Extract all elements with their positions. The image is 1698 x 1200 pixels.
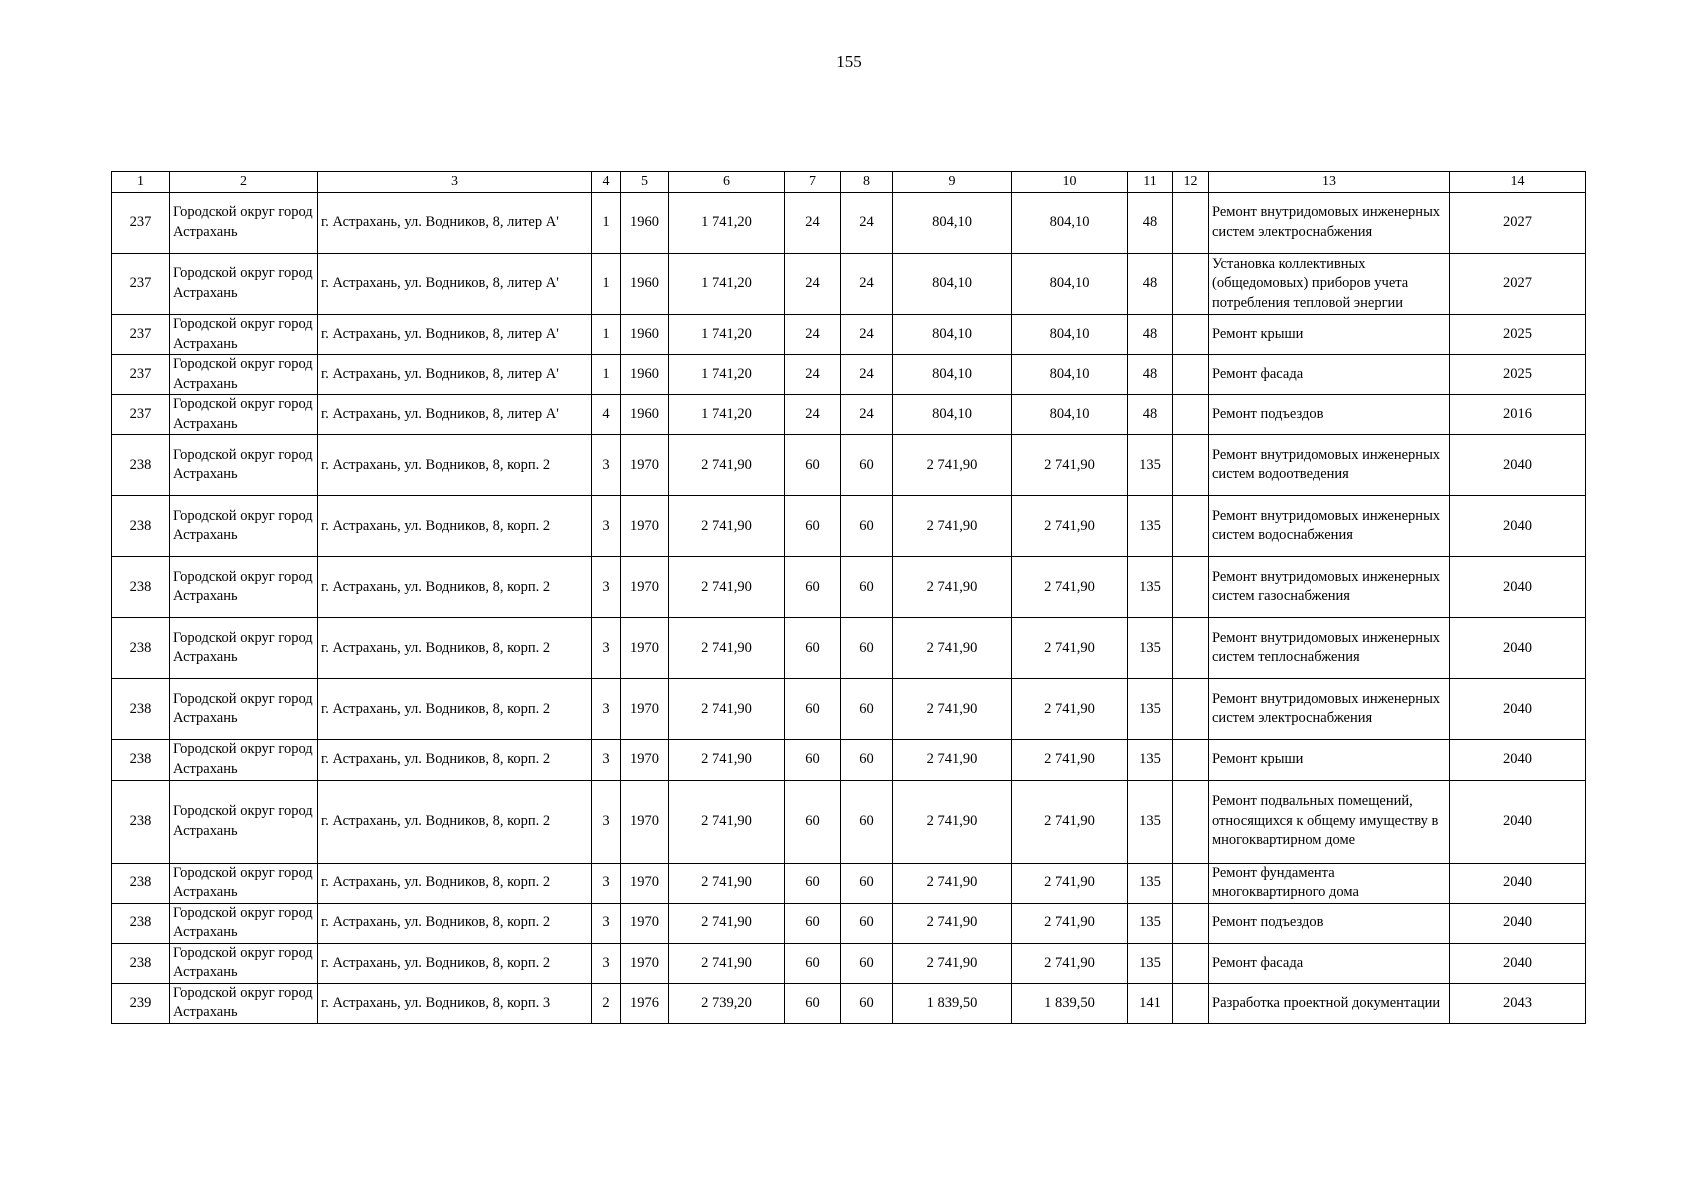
column-header: 2 [170,172,318,193]
plan-year-cell: 2043 [1450,983,1586,1023]
total-area-cell: 2 741,90 [669,435,785,496]
municipality-cell: Городской округ город Астрахань [170,557,318,618]
row-number-cell: 238 [112,863,170,903]
col9-cell: 2 741,90 [893,943,1012,983]
col11-cell: 141 [1128,983,1173,1023]
col7-cell: 24 [785,315,841,355]
col7-cell: 60 [785,943,841,983]
col9-cell: 2 741,90 [893,496,1012,557]
col11-cell: 48 [1128,395,1173,435]
work-type-cell: Ремонт крыши [1209,315,1450,355]
col9-cell: 2 741,90 [893,863,1012,903]
col10-cell: 2 741,90 [1012,740,1128,780]
col9-cell: 2 741,90 [893,740,1012,780]
col11-cell: 135 [1128,943,1173,983]
plan-year-cell: 2040 [1450,903,1586,943]
plan-year-cell: 2040 [1450,679,1586,740]
row-number-cell: 239 [112,983,170,1023]
total-area-cell: 2 739,20 [669,983,785,1023]
col8-cell: 60 [841,983,893,1023]
col9-cell: 804,10 [893,355,1012,395]
col12-cell [1173,557,1209,618]
total-area-cell: 2 741,90 [669,496,785,557]
col8-cell: 60 [841,557,893,618]
column-header: 11 [1128,172,1173,193]
address-cell: г. Астрахань, ул. Водников, 8, корп. 2 [318,618,592,679]
plan-year-cell: 2040 [1450,943,1586,983]
table-row [112,254,1586,315]
col10-cell: 2 741,90 [1012,435,1128,496]
col12-cell [1173,395,1209,435]
address-cell: г. Астрахань, ул. Водников, 8, литер А' [318,254,592,315]
work-type-cell: Ремонт внутридомовых инженерных систем электроснабжения [1209,679,1450,740]
col11-cell: 135 [1128,863,1173,903]
col9-cell: 2 741,90 [893,618,1012,679]
total-area-cell: 1 741,20 [669,315,785,355]
col8-cell: 24 [841,355,893,395]
total-area-cell: 2 741,90 [669,943,785,983]
year-built-cell: 1970 [621,435,669,496]
floors-cell: 3 [592,863,621,903]
table-row [112,679,1586,740]
plan-year-cell: 2040 [1450,557,1586,618]
year-built-cell: 1970 [621,903,669,943]
plan-year-cell: 2016 [1450,395,1586,435]
total-area-cell: 2 741,90 [669,863,785,903]
column-header: 4 [592,172,621,193]
municipality-cell: Городской округ город Астрахань [170,395,318,435]
plan-year-cell: 2025 [1450,315,1586,355]
address-cell: г. Астрахань, ул. Водников, 8, корп. 2 [318,903,592,943]
col10-cell: 804,10 [1012,254,1128,315]
municipality-cell: Городской округ город Астрахань [170,740,318,780]
column-header: 6 [669,172,785,193]
col7-cell: 60 [785,496,841,557]
col8-cell: 24 [841,254,893,315]
col10-cell: 1 839,50 [1012,983,1128,1023]
address-cell: г. Астрахань, ул. Водников, 8, корп. 2 [318,943,592,983]
row-number-cell: 238 [112,496,170,557]
table-row [112,618,1586,679]
municipality-cell: Городской округ город Астрахань [170,193,318,254]
col9-cell: 804,10 [893,254,1012,315]
address-cell: г. Астрахань, ул. Водников, 8, литер А' [318,193,592,254]
col10-cell: 2 741,90 [1012,780,1128,863]
col8-cell: 24 [841,193,893,254]
col8-cell: 60 [841,863,893,903]
floors-cell: 3 [592,679,621,740]
col7-cell: 24 [785,355,841,395]
municipality-cell: Городской округ город Астрахань [170,355,318,395]
col12-cell [1173,435,1209,496]
page-number: 155 [836,52,862,71]
total-area-cell: 1 741,20 [669,395,785,435]
col8-cell: 60 [841,618,893,679]
municipality-cell: Городской округ город Астрахань [170,315,318,355]
col11-cell: 135 [1128,557,1173,618]
table-row [112,943,1586,983]
table-row [112,780,1586,863]
work-type-cell: Ремонт внутридомовых инженерных систем теплоснабжения [1209,618,1450,679]
col8-cell: 60 [841,496,893,557]
municipality-cell: Городской округ город Астрахань [170,435,318,496]
floors-cell: 3 [592,740,621,780]
total-area-cell: 2 741,90 [669,780,785,863]
column-header: 10 [1012,172,1128,193]
column-header: 13 [1209,172,1450,193]
col8-cell: 60 [841,943,893,983]
address-cell: г. Астрахань, ул. Водников, 8, литер А' [318,355,592,395]
year-built-cell: 1960 [621,193,669,254]
table-row [112,496,1586,557]
plan-year-cell: 2040 [1450,435,1586,496]
col10-cell: 2 741,90 [1012,679,1128,740]
year-built-cell: 1976 [621,983,669,1023]
year-built-cell: 1970 [621,780,669,863]
col7-cell: 24 [785,254,841,315]
table-row [112,355,1586,395]
col12-cell [1173,193,1209,254]
row-number-cell: 237 [112,193,170,254]
col12-cell [1173,780,1209,863]
floors-cell: 3 [592,780,621,863]
municipality-cell: Городской округ город Астрахань [170,496,318,557]
column-header: 1 [112,172,170,193]
address-cell: г. Астрахань, ул. Водников, 8, корп. 3 [318,983,592,1023]
column-header: 8 [841,172,893,193]
col8-cell: 24 [841,395,893,435]
col7-cell: 60 [785,618,841,679]
row-number-cell: 237 [112,355,170,395]
row-number-cell: 238 [112,903,170,943]
col12-cell [1173,355,1209,395]
col8-cell: 60 [841,780,893,863]
total-area-cell: 1 741,20 [669,254,785,315]
floors-cell: 3 [592,618,621,679]
col11-cell: 48 [1128,315,1173,355]
floors-cell: 1 [592,254,621,315]
municipality-cell: Городской округ город Астрахань [170,618,318,679]
plan-year-cell: 2040 [1450,863,1586,903]
total-area-cell: 2 741,90 [669,740,785,780]
column-header: 14 [1450,172,1586,193]
column-header: 5 [621,172,669,193]
floors-cell: 1 [592,355,621,395]
col10-cell: 804,10 [1012,395,1128,435]
col7-cell: 60 [785,863,841,903]
year-built-cell: 1970 [621,679,669,740]
floors-cell: 3 [592,496,621,557]
work-type-cell: Ремонт внутридомовых инженерных систем газоснабжения [1209,557,1450,618]
total-area-cell: 2 741,90 [669,903,785,943]
row-number-cell: 238 [112,943,170,983]
work-type-cell: Ремонт подъездов [1209,395,1450,435]
col10-cell: 2 741,90 [1012,496,1128,557]
plan-year-cell: 2040 [1450,740,1586,780]
col8-cell: 60 [841,903,893,943]
year-built-cell: 1970 [621,618,669,679]
total-area-cell: 1 741,20 [669,355,785,395]
col11-cell: 48 [1128,355,1173,395]
col12-cell [1173,679,1209,740]
col7-cell: 24 [785,193,841,254]
col10-cell: 2 741,90 [1012,943,1128,983]
plan-year-cell: 2040 [1450,780,1586,863]
col7-cell: 60 [785,557,841,618]
floors-cell: 3 [592,943,621,983]
municipality-cell: Городской округ город Астрахань [170,679,318,740]
row-number-cell: 237 [112,315,170,355]
column-header: 9 [893,172,1012,193]
col7-cell: 60 [785,435,841,496]
col7-cell: 60 [785,740,841,780]
year-built-cell: 1970 [621,943,669,983]
col12-cell [1173,315,1209,355]
floors-cell: 4 [592,395,621,435]
work-type-cell: Ремонт внутридомовых инженерных систем водоснабжения [1209,496,1450,557]
address-cell: г. Астрахань, ул. Водников, 8, корп. 2 [318,863,592,903]
col8-cell: 60 [841,435,893,496]
address-cell: г. Астрахань, ул. Водников, 8, литер А' [318,395,592,435]
plan-year-cell: 2040 [1450,496,1586,557]
address-cell: г. Астрахань, ул. Водников, 8, корп. 2 [318,679,592,740]
row-number-cell: 237 [112,254,170,315]
col12-cell [1173,903,1209,943]
year-built-cell: 1970 [621,496,669,557]
col9-cell: 2 741,90 [893,780,1012,863]
col10-cell: 804,10 [1012,193,1128,254]
table-body [112,193,1586,1024]
col12-cell [1173,254,1209,315]
work-type-cell: Ремонт подвальных помещений, относящихся к общему имуществу в многоквартирном доме [1209,780,1450,863]
row-number-cell: 238 [112,780,170,863]
year-built-cell: 1970 [621,557,669,618]
year-built-cell: 1960 [621,355,669,395]
table-row [112,435,1586,496]
plan-year-cell: 2040 [1450,618,1586,679]
floors-cell: 3 [592,557,621,618]
col10-cell: 2 741,90 [1012,863,1128,903]
address-cell: г. Астрахань, ул. Водников, 8, корп. 2 [318,740,592,780]
address-cell: г. Астрахань, ул. Водников, 8, корп. 2 [318,496,592,557]
plan-year-cell: 2025 [1450,355,1586,395]
col11-cell: 135 [1128,780,1173,863]
col10-cell: 804,10 [1012,315,1128,355]
table-row [112,557,1586,618]
address-cell: г. Астрахань, ул. Водников, 8, корп. 2 [318,435,592,496]
year-built-cell: 1960 [621,254,669,315]
work-type-cell: Установка коллективных (общедомовых) приборов учета потребления тепловой энергии [1209,254,1450,315]
row-number-cell: 238 [112,435,170,496]
floors-cell: 1 [592,315,621,355]
total-area-cell: 2 741,90 [669,557,785,618]
column-header: 3 [318,172,592,193]
column-header: 7 [785,172,841,193]
total-area-cell: 2 741,90 [669,679,785,740]
col12-cell [1173,740,1209,780]
col10-cell: 2 741,90 [1012,557,1128,618]
year-built-cell: 1960 [621,395,669,435]
plan-year-cell: 2027 [1450,254,1586,315]
work-type-cell: Ремонт фасада [1209,943,1450,983]
col7-cell: 60 [785,679,841,740]
address-cell: г. Астрахань, ул. Водников, 8, литер А' [318,315,592,355]
plan-year-cell: 2027 [1450,193,1586,254]
address-cell: г. Астрахань, ул. Водников, 8, корп. 2 [318,557,592,618]
col8-cell: 60 [841,679,893,740]
col9-cell: 2 741,90 [893,679,1012,740]
table-row [112,863,1586,903]
col11-cell: 48 [1128,193,1173,254]
work-type-cell: Ремонт внутридомовых инженерных систем водоотведения [1209,435,1450,496]
col12-cell [1173,863,1209,903]
total-area-cell: 1 741,20 [669,193,785,254]
municipality-cell: Городской округ город Астрахань [170,903,318,943]
col9-cell: 1 839,50 [893,983,1012,1023]
work-type-cell: Ремонт внутридомовых инженерных систем электроснабжения [1209,193,1450,254]
table-row [112,740,1586,780]
table-row [112,983,1586,1023]
table-row [112,395,1586,435]
year-built-cell: 1970 [621,863,669,903]
col11-cell: 135 [1128,679,1173,740]
work-type-cell: Ремонт фундамента многоквартирного дома [1209,863,1450,903]
col7-cell: 60 [785,903,841,943]
column-number-row [112,172,1586,193]
col10-cell: 2 741,90 [1012,618,1128,679]
col9-cell: 804,10 [893,395,1012,435]
col11-cell: 135 [1128,903,1173,943]
total-area-cell: 2 741,90 [669,618,785,679]
work-type-cell: Ремонт фасада [1209,355,1450,395]
work-type-cell: Ремонт подъездов [1209,903,1450,943]
col11-cell: 135 [1128,435,1173,496]
col7-cell: 60 [785,780,841,863]
row-number-cell: 238 [112,740,170,780]
row-number-cell: 238 [112,557,170,618]
col9-cell: 2 741,90 [893,557,1012,618]
col11-cell: 48 [1128,254,1173,315]
municipality-cell: Городской округ город Астрахань [170,983,318,1023]
floors-cell: 3 [592,903,621,943]
col10-cell: 2 741,90 [1012,903,1128,943]
col9-cell: 2 741,90 [893,903,1012,943]
row-number-cell: 238 [112,679,170,740]
year-built-cell: 1970 [621,740,669,780]
municipality-cell: Городской округ город Астрахань [170,780,318,863]
col9-cell: 804,10 [893,193,1012,254]
municipality-cell: Городской округ город Астрахань [170,254,318,315]
work-type-cell: Ремонт крыши [1209,740,1450,780]
work-type-cell: Разработка проектной документации [1209,983,1450,1023]
table-row [112,315,1586,355]
col9-cell: 2 741,90 [893,435,1012,496]
address-cell: г. Астрахань, ул. Водников, 8, корп. 2 [318,780,592,863]
municipality-cell: Городской округ город Астрахань [170,943,318,983]
floors-cell: 2 [592,983,621,1023]
repair-schedule-table [111,171,1586,1024]
col11-cell: 135 [1128,740,1173,780]
col12-cell [1173,496,1209,557]
col8-cell: 60 [841,740,893,780]
row-number-cell: 238 [112,618,170,679]
municipality-cell: Городской округ город Астрахань [170,863,318,903]
table-row [112,903,1586,943]
col8-cell: 24 [841,315,893,355]
col7-cell: 60 [785,983,841,1023]
row-number-cell: 237 [112,395,170,435]
col10-cell: 804,10 [1012,355,1128,395]
col12-cell [1173,983,1209,1023]
col12-cell [1173,943,1209,983]
year-built-cell: 1960 [621,315,669,355]
table-row [112,193,1586,254]
col11-cell: 135 [1128,496,1173,557]
col11-cell: 135 [1128,618,1173,679]
col12-cell [1173,618,1209,679]
floors-cell: 1 [592,193,621,254]
col7-cell: 24 [785,395,841,435]
floors-cell: 3 [592,435,621,496]
column-header: 12 [1173,172,1209,193]
col9-cell: 804,10 [893,315,1012,355]
